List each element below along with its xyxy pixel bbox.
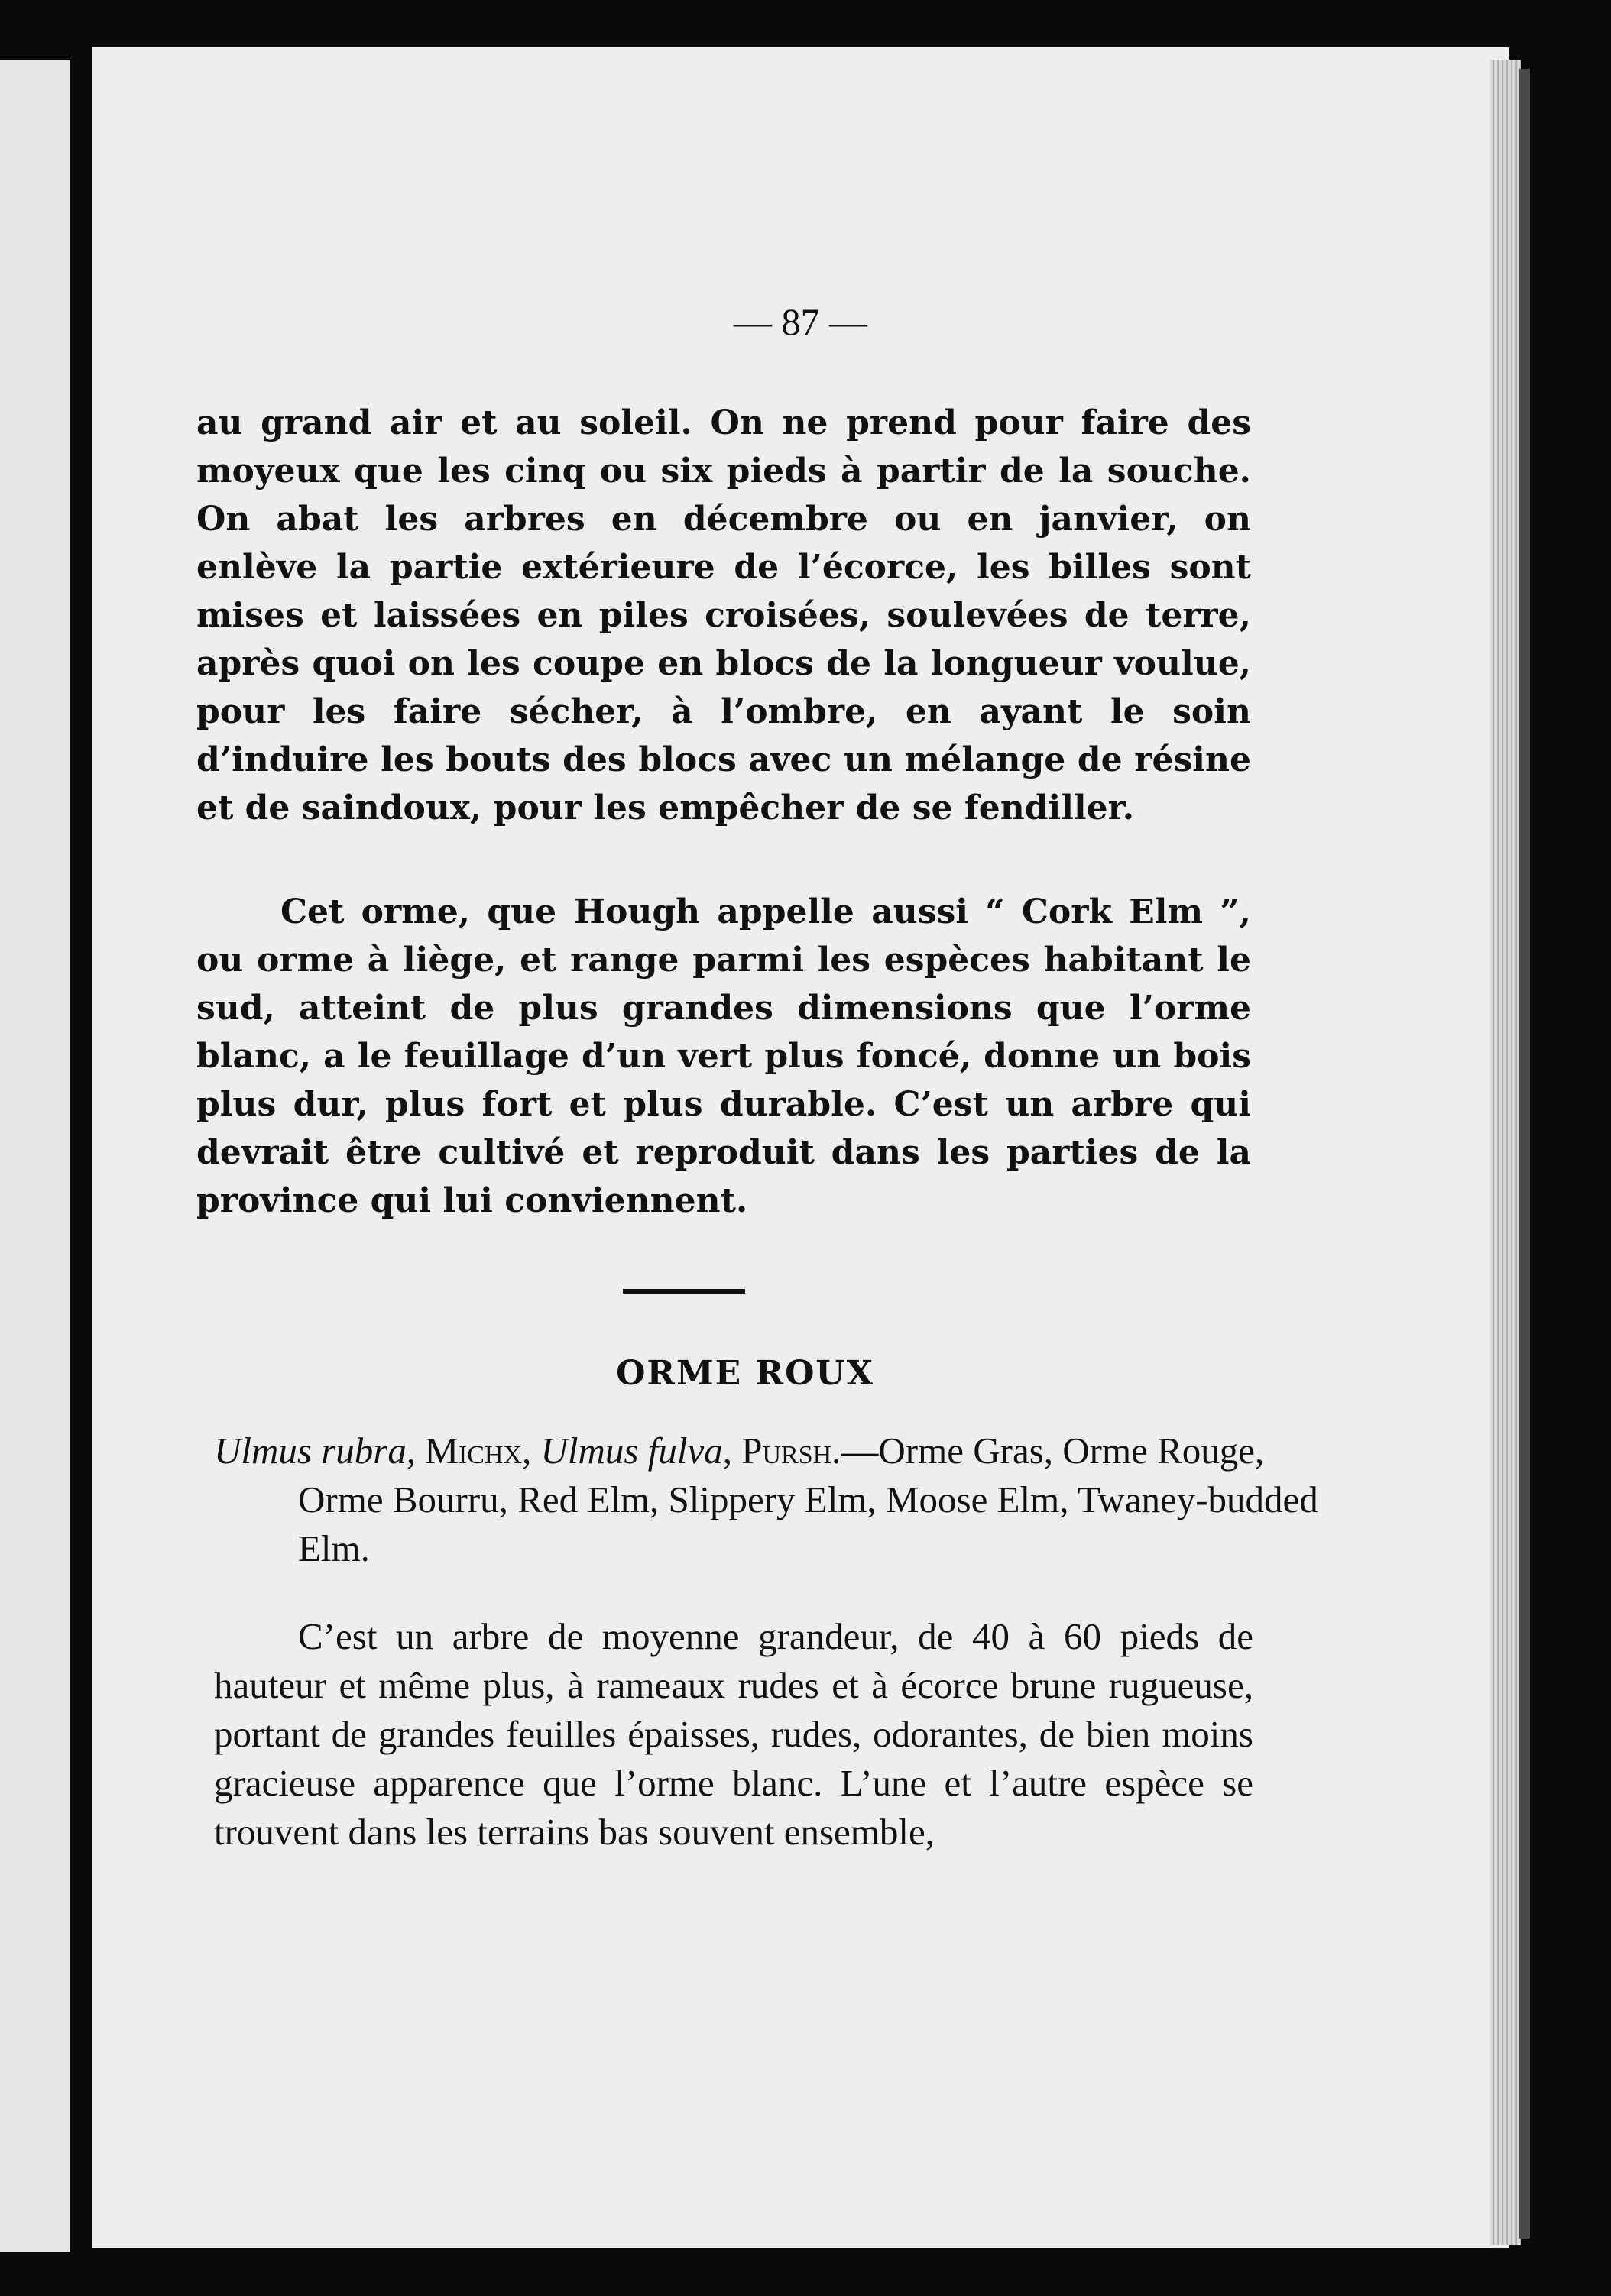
- section-heading: ORME ROUX: [616, 1354, 874, 1393]
- species-synonymy: [214, 1426, 1337, 1573]
- latin-name-1: Ulmus rubra: [214, 1430, 407, 1472]
- page-stack-edges: [1490, 60, 1521, 2245]
- paragraph-continuation: au grand air et au soleil. On ne prend pour faire des moyeux que les cinq ou six pieds à partir de la souche. On abat les arbres en décembre ou en janvier, on enlève la partie extérieure de l’écorce, les billes sont mises et laissées en piles croisées, soulevées de terre, après quoi on les coupe en blocs de la longueur voulue, pour les faire sécher, à l’ombre, en ayant le soin d’induire les bouts des blocs avec un mélange de résine et de saindoux, pour les empêcher de se fendiller.: [196, 403, 1251, 827]
- paragraph-cork-elm: Cet orme, que Hough appelle aussi “ Cork Elm ”, ou orme à liège, et range parmi les espèces habitant le sud, atteint de plus grandes dimensions que l’orme blanc, a le feuillage d’un vert plus foncé, donne un bois plus dur, plus fort et plus durable. C’est un arbre qui devrait être cultivé et reproduit dans les parties de la province qui lui conviennent.: [196, 892, 1251, 1220]
- adjacent-page-edge: [0, 60, 70, 2252]
- author-1: Michx: [425, 1430, 523, 1472]
- paragraph-description: C’est un arbre de moyenne grandeur, de 40 à 60 pieds de hauteur et même plus, à rameaux rudes et à écorce brune rugueuse, portant de grandes feuilles épaisses, rudes, odorantes, de bien moins gracieuse apparence que l’orme blanc. L’une et l’autre espèce se trouvent dans les terrains bas souvent ensemble,: [214, 1615, 1253, 1853]
- separator: ,: [722, 1430, 742, 1472]
- separator: ,: [522, 1430, 541, 1472]
- section-divider-rule: [623, 1289, 745, 1294]
- page-shadow: [1519, 69, 1530, 2239]
- separator: ,: [406, 1430, 426, 1472]
- author-2: Pursh.: [741, 1430, 841, 1472]
- common-names: —Orme Gras, Orme Rouge, Orme Bourru, Red Elm, Slippery Elm, Moose Elm, Twaney-budded Elm.: [298, 1430, 1318, 1569]
- latin-name-2: Ulmus fulva: [540, 1430, 723, 1472]
- page-number: — 87 —: [734, 300, 867, 343]
- book-page: [92, 47, 1509, 2248]
